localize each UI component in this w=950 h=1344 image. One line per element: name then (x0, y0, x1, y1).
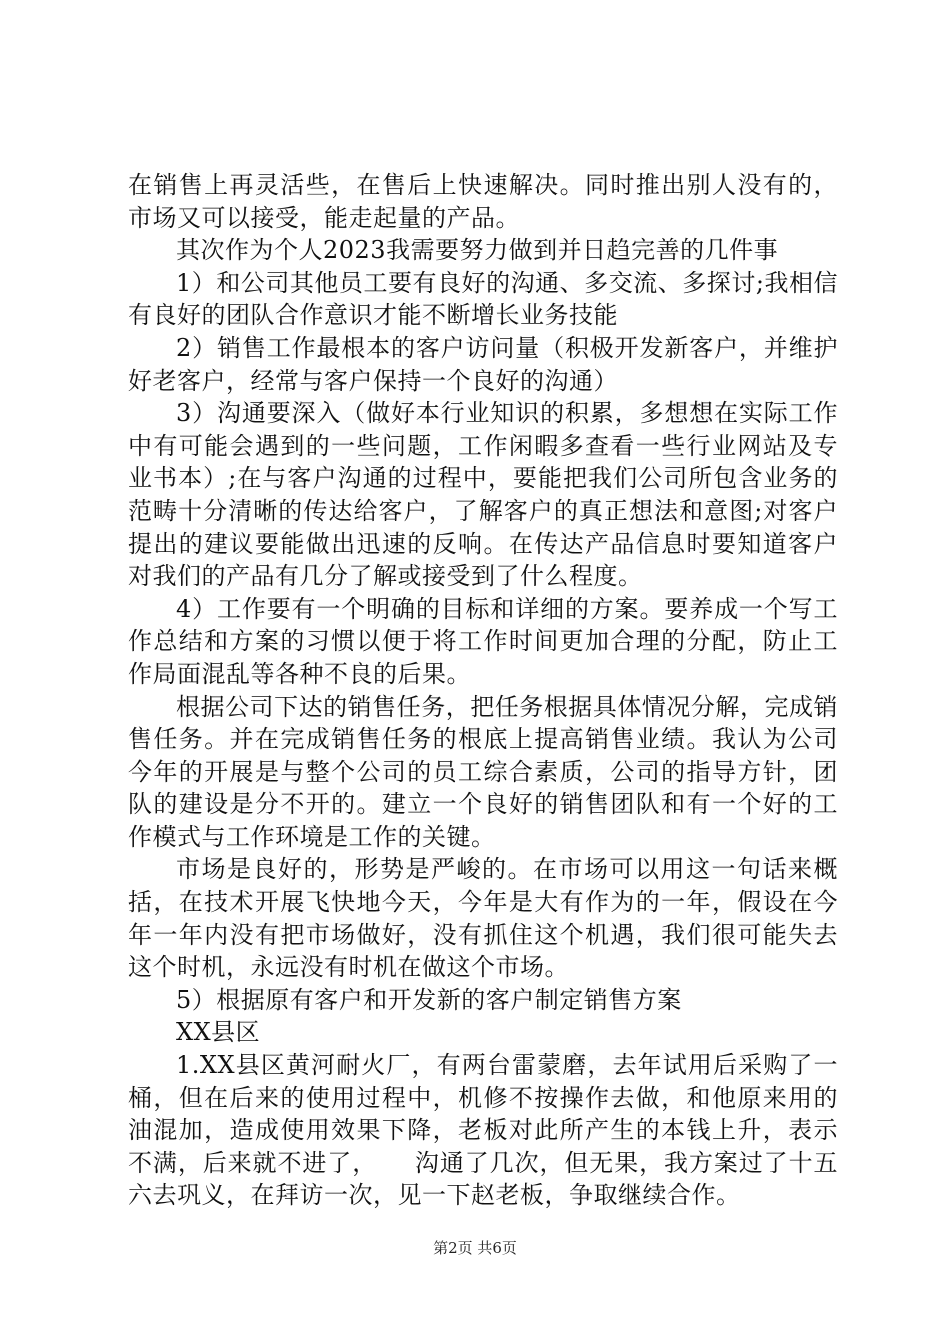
paragraph: 根据公司下达的销售任务，把任务根据具体情况分解，完成销售任务。并在完成销售任务的根底上提高销售业绩。我认为公司今年的开展是与整个公司的员工综合素质，公司的指导方针，团队的建设是分不开的。建立一个良好的销售团队和有一个好的工作模式与工作环境是工作的关键。 (128, 692, 838, 851)
paragraph: 其次作为个人2023我需要努力做到并日趋完善的几件事 (176, 236, 779, 265)
paragraph: 1）和公司其他员工要有良好的沟通、多交流、多探讨;我相信有良好的团队合作意识才能不断增长业务技能 (128, 268, 838, 330)
paragraph: 4）工作要有一个明确的目标和详细的方案。要养成一个写工作总结和方案的习惯以便于将工作时间更加合理的分配，防止工作局面混乱等各种不良的后果。 (128, 594, 838, 688)
paragraph: 1.XX县区黄河耐火厂，有两台雷蒙磨，去年试用后采购了一桶，但在后来的使用过程中，机修不按操作去做，和他原来用的油混加，造成使用效果下降，老板对此所产生的本钱上升，表示不满，后来就不进了， 沟通了几次，但无果，我方案过了十五六去巩义，在拜访一次，见一下赵老板，争取继续合作。 (128, 1051, 838, 1210)
page-footer: 第2页 共6页 (433, 1239, 517, 1257)
paragraph: 3）沟通要深入（做好本行业知识的积累，多想想在实际工作中有可能会遇到的一些问题，工作闲暇多查看一些行业网站及专业书本）;在与客户沟通的过程中，要能把我们公司所包含业务的范畴十分清晰的传达给客户，了解客户的真正想法和意图;对客户提出的建议要能做出迅速的反响。在传达产品信息时要知道客户对我们的产品有几分了解或接受到了什么程度。 (128, 399, 838, 591)
paragraph: 5）根据原有客户和开发新的客户制定销售方案 (176, 985, 682, 1014)
section-heading: XX县区 (176, 1018, 261, 1047)
paragraph: 在销售上再灵活些，在售后上快速解决。同时推出别人没有的，市场又可以接受，能走起量的产品。 (128, 171, 838, 232)
paragraph: 市场是良好的，形势是严峻的。在市场可以用这一句话来概括，在技术开展飞快地今天，今年是大有作为的一年，假设在今年一年内没有把市场做好，没有抓住这个机遇，我们很可能失去这个时机，永远没有时机在做这个市场。 (128, 855, 838, 982)
document-body (128, 169, 838, 1212)
paragraph: 2）销售工作最根本的客户访问量（积极开发新客户，并维护好老客户，经常与客户保持一个良好的沟通） (128, 333, 838, 395)
